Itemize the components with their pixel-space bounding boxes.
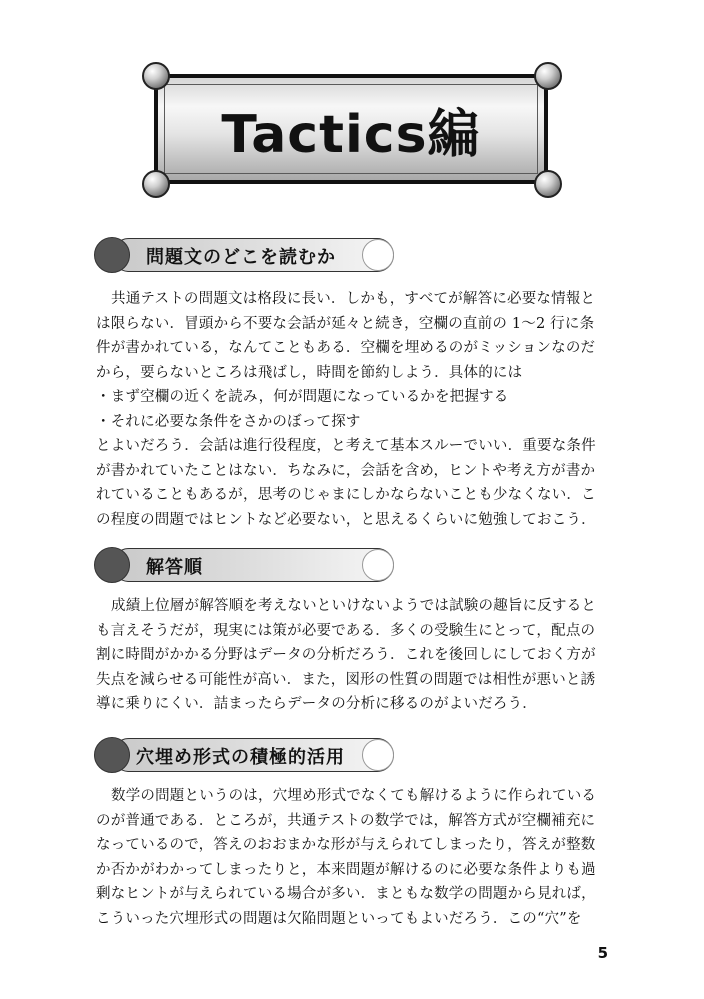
paragraph-line: 共通テストの問題文は格段に長い．しかも，すべてが解答に必要な情報と (111, 291, 596, 307)
paragraph-line: から，要らないところは飛ばし，時間を節約しよう．具体的には (96, 364, 523, 381)
paragraph-line: 数学の問題というのは，穴埋め形式でなくても解けるように作られている (111, 788, 597, 804)
paragraph-line: 成績上位層が解答順を考えないといけないようでは試験の趣旨に反すると (111, 598, 597, 614)
end-circle-icon (362, 739, 394, 771)
paragraph-line: 導に乗りにくい．詰まったらデータの分析に移るのがよいだろう． (96, 696, 537, 712)
page-title: Tactics編 (221, 105, 481, 165)
section-body (96, 287, 612, 532)
section-heading (94, 738, 396, 774)
section-heading-label: 解答順 (146, 557, 203, 578)
section-heading-label: 穴埋め形式の積極的活用 (136, 747, 345, 768)
bullet-circle-icon (94, 237, 130, 273)
paragraph-line: 失点を減らせる可能性が高い．また，図形の性質の問題では相性が悪いと誘 (96, 671, 596, 688)
bullet-circle-icon (94, 737, 130, 773)
rivet-icon (142, 170, 170, 198)
paragraph-line: か否かがわかってしまったりと，本来問題が解けるのに必要な条件よりも過 (96, 861, 596, 878)
rivet-icon (534, 170, 562, 198)
rivet-icon (142, 62, 170, 90)
paragraph-line: とよいだろう．会話は進行役程度，と考えて基本スルーでいい．重要な条件 (96, 438, 596, 454)
paragraph-line: れていることもあるが，思考のじゃまにしかならないことも少なくない．こ (96, 487, 596, 503)
paragraph-line: こういった穴埋形式の問題は欠陥問題といってもよいだろう．この“穴”を (96, 910, 582, 927)
paragraph-line: なっているので，答えのおおまかな形が与えられてしまったり，答えが整数 (96, 837, 596, 853)
paragraph-line: の程度の問題ではヒントなど必要ない，と思えるくらいに勉強しておこう． (96, 511, 596, 528)
section-body (96, 784, 612, 931)
section-heading-label: 問題文のどこを読むか (146, 247, 336, 268)
end-circle-icon (362, 549, 394, 581)
section-heading (94, 548, 396, 584)
title-plate (142, 62, 562, 198)
paragraph-line: は限らない．冒頭から不要な会話が延々と続き，空欄の直前の 1〜2 行に条 (96, 315, 595, 332)
end-circle-icon (362, 239, 394, 271)
title-plate-frame (154, 74, 548, 184)
paragraph-line: 件が書かれている，なんてこともある．空欄を埋めるのがミッションなのだ (96, 340, 596, 356)
paragraph-line: 剰なヒントが与えられている場合が多い．まともな数学の問題から見れば， (96, 886, 596, 902)
section-heading (94, 238, 396, 274)
page-number: 5 (597, 944, 608, 962)
bullet-line: ・まず空欄の近くを読み，何が問題になっているかを把握する (96, 389, 509, 405)
bullet-circle-icon (94, 547, 130, 583)
paragraph-line: も言えそうだが，現実には策が必要である．多くの受験生にとって，配点の (96, 622, 596, 639)
section-body (96, 594, 612, 717)
paragraph-line: のが普通である．ところが，共通テストの数学では，解答方式が空欄補充に (96, 812, 596, 829)
rivet-icon (534, 62, 562, 90)
paragraph-line: が書かれていたことはない．ちなみに，会話を含め，ヒントや考え方が書か (96, 462, 596, 479)
paragraph-line: 割に時間がかかる分野はデータの分析だろう．これを後回しにしておく方が (96, 647, 596, 663)
bullet-line: ・それに必要な条件をさかのぼって探す (96, 413, 361, 430)
